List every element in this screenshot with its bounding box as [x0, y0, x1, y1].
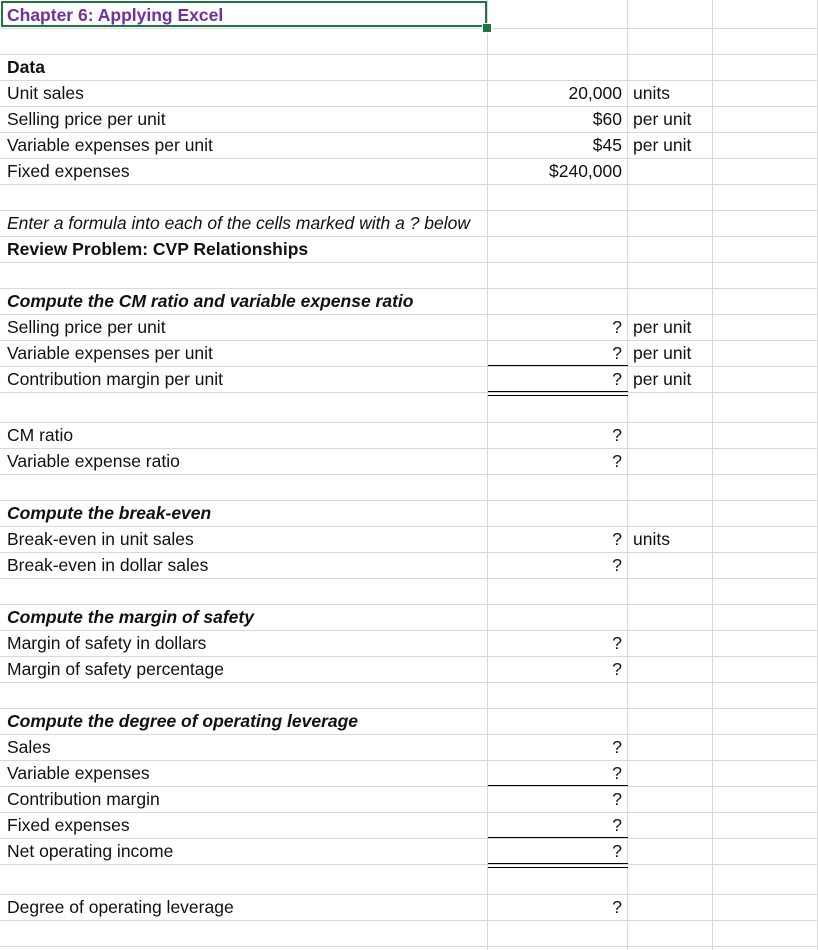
total-double-underline [488, 395, 628, 396]
cm-section-heading[interactable]: Compute the CM ratio and variable expense ratio [7, 291, 414, 311]
row-divider [0, 946, 818, 947]
data-value-variable-expenses[interactable]: $45 [592, 135, 622, 155]
row-divider [0, 474, 818, 475]
review-problem-title[interactable]: Review Problem: CVP Relationships [7, 239, 309, 259]
dol-fixed-expenses-label[interactable]: Fixed expenses [7, 815, 130, 835]
column-divider [627, 0, 628, 950]
dol-net-operating-income-label[interactable]: Net operating income [7, 841, 174, 861]
cm-value-selling-price[interactable]: ? [612, 317, 622, 337]
dol-variable-expenses-value[interactable]: ? [612, 763, 622, 783]
cm-unit-selling-price[interactable]: per unit [633, 317, 692, 337]
dol-net-operating-income-value[interactable]: ? [612, 841, 622, 861]
variable-expense-ratio-value[interactable]: ? [612, 451, 622, 471]
dol-value[interactable]: ? [612, 897, 622, 917]
data-unit-variable-expenses[interactable]: per unit [633, 135, 692, 155]
data-value-fixed-expenses[interactable]: $240,000 [549, 161, 622, 181]
dol-contribution-margin-value[interactable]: ? [612, 789, 622, 809]
breakeven-section-heading[interactable]: Compute the break-even [7, 503, 212, 523]
row-divider [0, 578, 818, 579]
cm-ratio-label[interactable]: CM ratio [7, 425, 74, 445]
safety-dollars-label[interactable]: Margin of safety in dollars [7, 633, 207, 653]
data-label-variable-expenses[interactable]: Variable expenses per unit [7, 135, 213, 155]
instruction-text[interactable]: Enter a formula into each of the cells marked with a ? below [7, 213, 471, 233]
cm-unit-contribution-margin[interactable]: per unit [633, 369, 692, 389]
dol-contribution-margin-label[interactable]: Contribution margin [7, 789, 160, 809]
data-value-unit-sales[interactable]: 20,000 [568, 83, 622, 103]
safety-percentage-value[interactable]: ? [612, 659, 622, 679]
cm-unit-variable-expenses[interactable]: per unit [633, 343, 692, 363]
safety-percentage-label[interactable]: Margin of safety percentage [7, 659, 224, 679]
dol-variable-expenses-label[interactable]: Variable expenses [7, 763, 150, 783]
row-divider [0, 864, 818, 865]
row-divider [0, 734, 818, 735]
row-divider [0, 682, 818, 683]
breakeven-units-value[interactable]: ? [612, 529, 622, 549]
variable-expense-ratio-label[interactable]: Variable expense ratio [7, 451, 180, 471]
cm-value-variable-expenses[interactable]: ? [612, 343, 622, 363]
data-value-selling-price[interactable]: $60 [592, 109, 622, 129]
data-label-selling-price[interactable]: Selling price per unit [7, 109, 166, 129]
dol-label[interactable]: Degree of operating leverage [7, 897, 234, 917]
data-label-unit-sales[interactable]: Unit sales [7, 83, 84, 103]
cm-label-selling-price[interactable]: Selling price per unit [7, 317, 166, 337]
row-divider [0, 262, 818, 263]
breakeven-dollars-label[interactable]: Break-even in dollar sales [7, 555, 209, 575]
row-divider [0, 28, 818, 29]
breakeven-dollars-value[interactable]: ? [612, 555, 622, 575]
breakeven-units-unit[interactable]: units [633, 529, 670, 549]
safety-dollars-value[interactable]: ? [612, 633, 622, 653]
cm-value-contribution-margin[interactable]: ? [612, 369, 622, 389]
row-divider [0, 422, 818, 423]
column-divider [712, 0, 713, 950]
data-label-fixed-expenses[interactable]: Fixed expenses [7, 161, 130, 181]
data-unit-unit-sales[interactable]: units [633, 83, 670, 103]
cm-label-variable-expenses[interactable]: Variable expenses per unit [7, 343, 213, 363]
sheet-title[interactable]: Chapter 6: Applying Excel [7, 5, 224, 25]
dol-section-heading[interactable]: Compute the degree of operating leverage [7, 711, 359, 731]
data-unit-selling-price[interactable]: per unit [633, 109, 692, 129]
row-divider [0, 54, 818, 55]
dol-sales-label[interactable]: Sales [7, 737, 51, 757]
data-heading[interactable]: Data [7, 57, 45, 77]
row-divider [0, 920, 818, 921]
row-divider [0, 80, 818, 81]
fill-handle[interactable] [482, 23, 492, 33]
row-divider [0, 392, 818, 393]
dol-fixed-expenses-value[interactable]: ? [612, 815, 622, 835]
safety-section-heading[interactable]: Compute the margin of safety [7, 607, 254, 627]
total-double-underline [488, 867, 628, 868]
breakeven-units-label[interactable]: Break-even in unit sales [7, 529, 194, 549]
cm-label-contribution-margin[interactable]: Contribution margin per unit [7, 369, 223, 389]
dol-sales-value[interactable]: ? [612, 737, 622, 757]
total-double-underline [488, 863, 628, 864]
total-double-underline [488, 391, 628, 392]
row-divider [0, 184, 818, 185]
cm-ratio-value[interactable]: ? [612, 425, 622, 445]
